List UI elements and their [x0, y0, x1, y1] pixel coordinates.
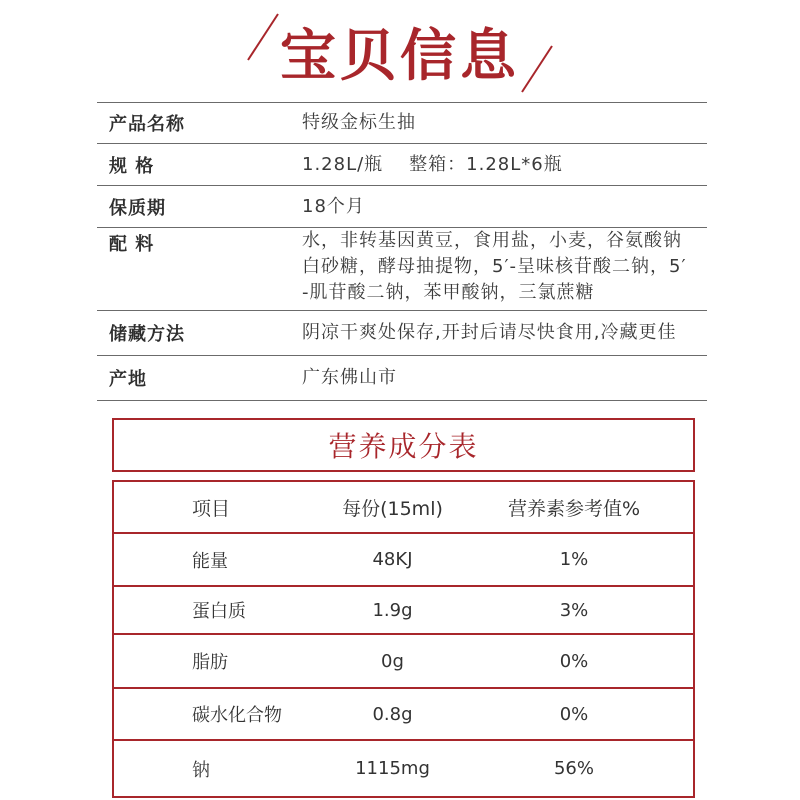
- info-label: 产品名称: [109, 114, 185, 135]
- table-cell: 48KJ: [372, 549, 413, 570]
- table-cell: 1%: [559, 549, 589, 570]
- table-cell: 0g: [381, 650, 404, 672]
- info-row-spec: [97, 144, 707, 186]
- table-row: [114, 741, 693, 796]
- table-row: [114, 587, 693, 633]
- nutrition-title: 营养成分表: [112, 418, 695, 472]
- spec-box-value: 整箱：1.28L*6瓶: [409, 153, 563, 175]
- table-row: [114, 689, 693, 739]
- nutrition-table: [112, 480, 695, 798]
- table-row: [114, 534, 693, 585]
- info-value: [302, 152, 707, 178]
- spec-unit-value: 1.28L/瓶: [302, 153, 384, 175]
- info-label: 保质期: [109, 197, 166, 219]
- info-row-product-name: [97, 102, 707, 144]
- table-cell: 1115mg: [355, 758, 430, 779]
- info-label: 配 料: [109, 234, 155, 255]
- info-row-origin: [97, 356, 707, 401]
- table-cell: 0%: [559, 703, 589, 725]
- info-label: 产地: [109, 369, 147, 390]
- info-value: 阴凉干爽处保存,开封后请尽快食用,冷藏更佳: [302, 322, 677, 343]
- ingredients-line: -肌苷酸二钠，苯甲酸钠，三氯蔗糖: [302, 282, 595, 303]
- column-header: 项目: [192, 497, 231, 520]
- table-cell: 碳水化合物: [192, 705, 282, 726]
- info-row-storage: [97, 311, 707, 356]
- table-cell: 1.9g: [372, 599, 413, 621]
- table-cell: 56%: [553, 758, 594, 779]
- header: [0, 0, 800, 100]
- nutrition-header-row: [114, 482, 693, 532]
- table-cell: 脂肪: [192, 652, 228, 673]
- table-row: [114, 635, 693, 687]
- column-header: 每份(15ml): [342, 497, 443, 520]
- info-value: 广东佛山市: [302, 367, 397, 388]
- table-cell: 3%: [559, 599, 589, 621]
- ingredients-line: 水，非转基因黄豆，食用盐，小麦，谷氨酸钠: [302, 230, 682, 251]
- info-label: 规 格: [109, 155, 155, 177]
- ingredients-value: [302, 228, 707, 306]
- table-cell: 蛋白质: [192, 601, 246, 622]
- info-row-shelf-life: [97, 186, 707, 228]
- page-title: 宝贝信息: [280, 24, 520, 89]
- info-row-ingredients: [97, 228, 707, 311]
- table-cell: 能量: [192, 550, 228, 572]
- info-label: 储藏方法: [109, 324, 185, 345]
- table-cell: 钠: [192, 759, 210, 781]
- product-info-table: [97, 102, 707, 401]
- table-cell: 0.8g: [372, 703, 413, 725]
- ingredients-line: 白砂糖，酵母抽提物，5′-呈味核苷酸二钠，5′: [302, 256, 687, 277]
- info-value: 18个月: [302, 195, 365, 217]
- column-header: 营养素参考值%: [507, 497, 641, 520]
- info-value: 特级金标生抽: [302, 112, 416, 133]
- table-cell: 0%: [559, 650, 589, 672]
